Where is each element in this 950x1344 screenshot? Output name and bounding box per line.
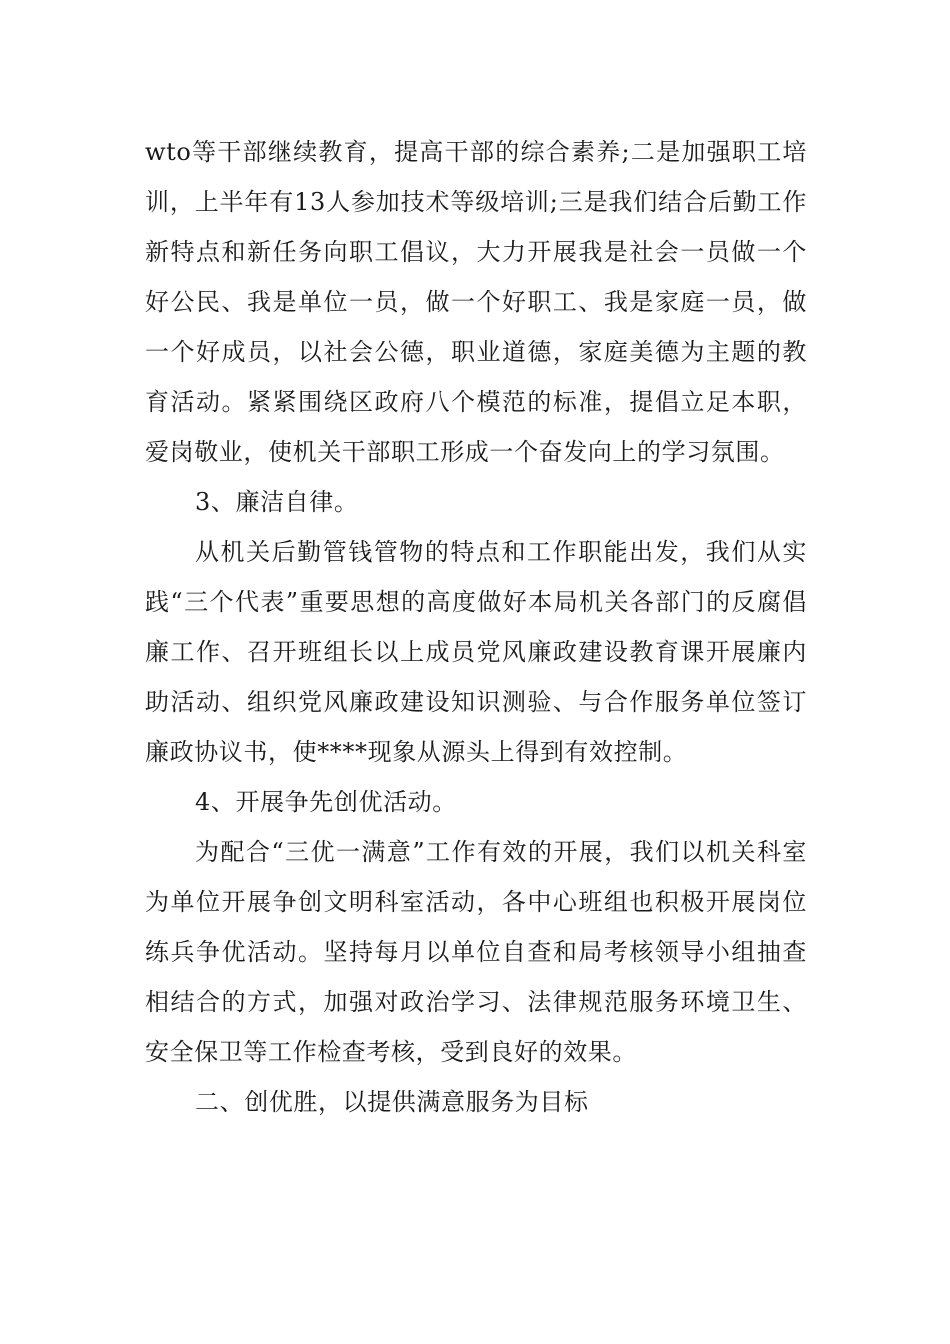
paragraph-education: wto等干部继续教育，提高干部的综合素养;二是加强职工培训，上半年有13人参加技术等级培训;三是我们结合后勤工作新特点和新任务向职工倡议，大力开展我是社会一员做一个好公民、我是单位一员，做一个好职工、我是家庭一员，做一个好成员，以社会公德，职业道德，家庭美德为主题的教育活动。紧紧围绕区政府八个模范的标准，提倡立足本职，爱岗敬业，使机关干部职工形成一个奋发向上的学习氛围。 — [145, 138, 807, 466]
document-page — [145, 127, 807, 1127]
heading-integrity: 3、廉洁自律。 — [195, 488, 359, 516]
heading-excellence-activity: 4、开展争先创优活动。 — [195, 788, 457, 816]
heading-section-two: 二、创优胜，以提供满意服务为目标 — [195, 1088, 589, 1116]
paragraph-excellence-activity: 为配合“三优一满意”工作有效的开展，我们以机关科室为单位开展争创文明科室活动，各中心班组也积极开展岗位练兵争优活动。坚持每月以单位自查和局考核领导小组抽查相结合的方式，加强对政治学习、法律规范服务环境卫生、安全保卫等工作检查考核，受到良好的效果。 — [145, 838, 807, 1066]
paragraph-integrity: 从机关后勤管钱管物的特点和工作职能出发，我们从实践“三个代表”重要思想的高度做好本局机关各部门的反腐倡廉工作、召开班组长以上成员党风廉政建设教育课开展廉内助活动、组织党风廉政建设知识测验、与合作服务单位签订廉政协议书，使****现象从源头上得到有效控制。 — [145, 538, 807, 766]
